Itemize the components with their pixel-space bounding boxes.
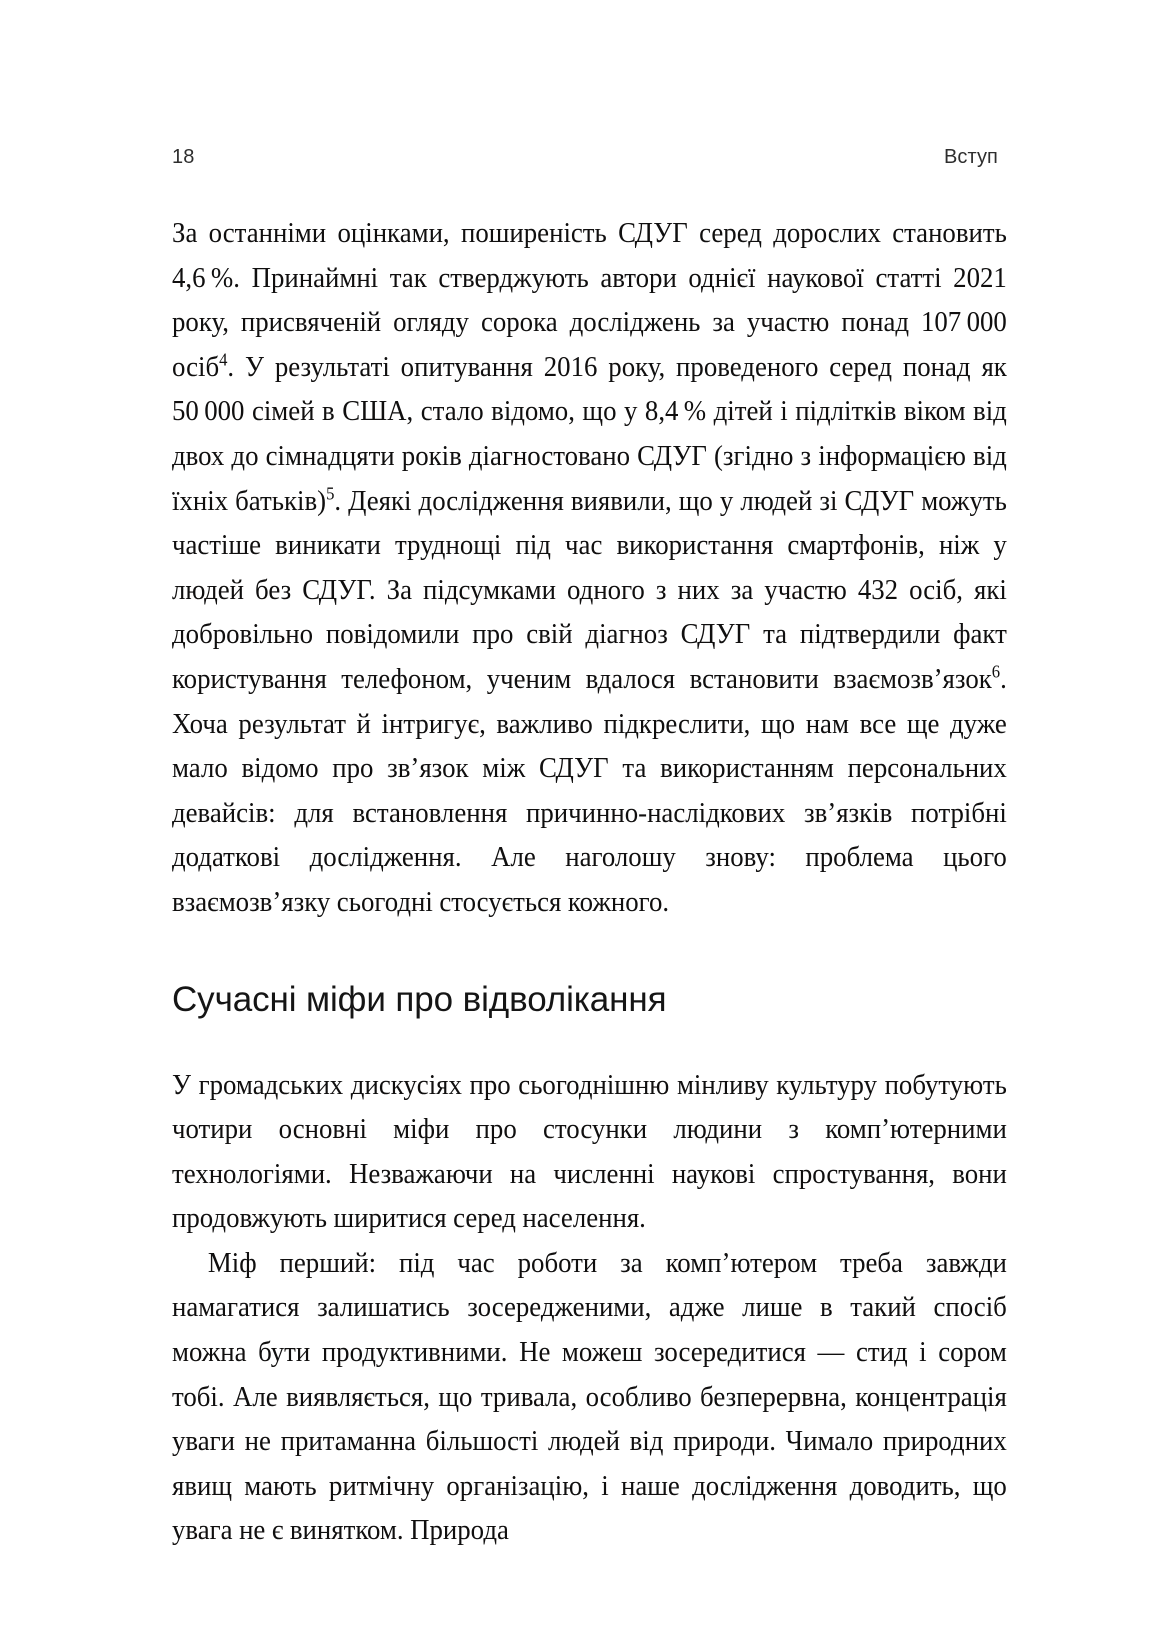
footnote-reference[interactable]: 4 — [219, 349, 228, 370]
spacer-after-heading — [172, 1022, 1007, 1064]
page-number: 18 — [172, 145, 195, 168]
paragraph-first-myth: Міф перший: під час роботи за комп’ютером треба завжди намагатися залишатись зосередженими, адже лише в такий спосіб можна бути продуктивними. Не можеш зосередитися — стид і сором тобі. Але виявляється, що тривала, особливо безперервна, концентрація уваги не притаманна більшості людей від природи. Чимало природних явищ мають ритмічну організацію, і наше дослідження доводить, що увага не є винятком. Природа — [172, 1247, 1007, 1547]
chapter-name: Вступ — [943, 145, 998, 168]
section-heading: Сучасні міфи про відволікання — [172, 979, 667, 1019]
text-block — [172, 212, 1007, 1554]
paragraph-four-myths: У громадських дискусіях про сьогоднішню мінливу культуру побутують чотири основні міфи про стосунки людини з комп’ютерними технологіями. Незважаючи на численні наукові спростування, вони продовжують ширитися серед населення. — [172, 1069, 1007, 1235]
footnote-reference[interactable]: 5 — [326, 483, 335, 504]
footnote-reference[interactable]: 6 — [991, 661, 1001, 682]
spacer-before-heading — [172, 926, 1007, 978]
paragraph-adhd-statistics: За останніми оцінками, поширеність СДУГ серед дорослих становить 4,6 %. Принаймні так стверджують автори однієї наукової статті 2021 року, присвяченій огляду сорока досліджень за участю понад 107 000 осіб$^4$. У результаті опитування 2016 року, проведеного серед понад як 50 000 сімей в США, стало відомо, що у 8,4 % дітей і підлітків віком від двох до сімнадцяти років діагностовано СДУГ (згідно з інформацією від їхніх батьків)$^5$. Деякі дослідження виявили, що у людей зі СДУГ можуть частіше виникати труднощі під час використання смартфонів, ніж у людей без СДУГ. За підсумками одного з них за участю 432 осіб, які добровільно повідомили про свій діагноз СДУГ та підтвердили факт користування телефоном, ученим вдалося встановити взаємозв’язок$^6$. Хоча результат й інтригує, важливо підкреслити, що нам все ще дуже мало відомо про зв’язок між СДУГ та використанням персональних девайсів: для встановлення причинно-наслідкових зв’язків потрібні додаткові дослідження. Але наголошу знову: проблема цього взаємозв’язку сьогодні стосується кожного. — [172, 218, 1007, 918]
running-head — [172, 142, 998, 172]
